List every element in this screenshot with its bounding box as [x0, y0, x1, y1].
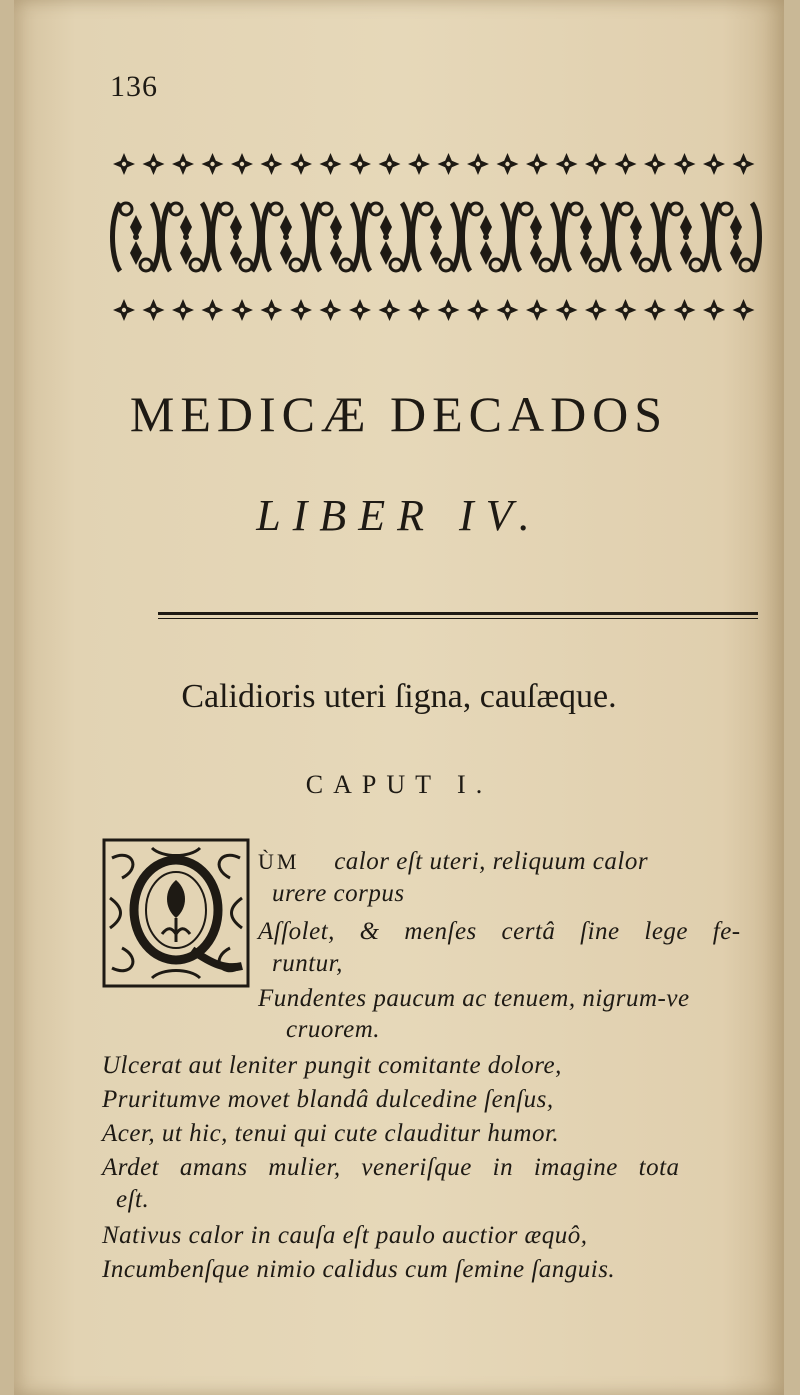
verse-line-7: Ulcerat aut leniter pungit comitante dolore, [102, 1052, 562, 1079]
ornament-motif [231, 153, 253, 175]
ornament-motif [261, 299, 283, 321]
book-title: MEDICÆ DECADOS [129, 386, 669, 442]
verse-line-10: Ardet amans mulier, veneriſque in imagine tota [102, 1154, 680, 1181]
ornament-motif [438, 299, 460, 321]
ornament-motif [363, 203, 410, 271]
page-number: 136 [110, 70, 158, 103]
ornament-motif [497, 153, 519, 175]
ornament-motif [467, 299, 489, 321]
ornament-motif [290, 299, 312, 321]
book-page [2, 0, 784, 1395]
verse-line-1-text: calor eſt uteri, reliquum calor [334, 848, 649, 875]
ornament-motif [349, 153, 371, 175]
ornament-motif [674, 153, 696, 175]
ornament-motif [467, 153, 489, 175]
chapter-title: Calidioris uteri ſigna, cauſæque. [181, 678, 617, 715]
ornament-motif [349, 299, 371, 321]
ornament-motif [585, 153, 607, 175]
ornament-motif [202, 153, 224, 175]
ornament-motif [438, 153, 460, 175]
ornament-motif [143, 153, 165, 175]
ornament-motif [613, 203, 660, 271]
ornament-motif [172, 153, 194, 175]
ornament-motif [408, 153, 430, 175]
ornamental-headpiece [110, 142, 762, 332]
ornament-motif [313, 203, 360, 271]
ornament-motif [644, 153, 666, 175]
ornament-motif [513, 203, 560, 271]
ornament-motif [413, 203, 460, 271]
verse-line-1 [258, 848, 648, 876]
verse-line-13: Incumbenſque nimio calidus cum ſemine ſanguis. [102, 1256, 616, 1283]
ornament-motif [674, 299, 696, 321]
ornament-motif [320, 299, 342, 321]
ornament-motif [526, 299, 548, 321]
ornament-motif [163, 203, 210, 271]
ornament-motif [463, 203, 510, 271]
ornament-motif [263, 203, 310, 271]
ornament-motif [143, 299, 165, 321]
verse-line-6: cruorem. [286, 1016, 381, 1043]
verse-line-8: Pruritumve movet blandâ dulcedine ſenſus, [102, 1086, 554, 1113]
verse-line-3: Aſſolet, & menſes certâ ſine lege fe- [258, 918, 741, 945]
chapter-label: CAPUT I. [305, 770, 493, 799]
horizontal-rule [158, 612, 758, 615]
ornament-motif [556, 299, 578, 321]
ornament-motif [556, 153, 578, 175]
ornament-motif [231, 299, 253, 321]
ornament-motif [713, 203, 760, 271]
ornament-motif [615, 153, 637, 175]
ornament-motif [563, 203, 610, 271]
ornament-motif [379, 299, 401, 321]
book-subtitle: LIBER IV. [256, 491, 542, 540]
ornament-motif [172, 299, 194, 321]
ornament-motif [703, 299, 725, 321]
verse-line-2: urere corpus [272, 880, 405, 907]
verse-line-11: eſt. [116, 1186, 150, 1213]
ornament-motif [408, 299, 430, 321]
ornament-motif [585, 299, 607, 321]
ornament-motif [733, 299, 755, 321]
ornament-motif [113, 153, 135, 175]
ornament-motif [261, 153, 283, 175]
ornament-motif [202, 299, 224, 321]
ornament-motif [733, 153, 755, 175]
verse-line-4: runtur, [272, 950, 343, 977]
ornament-motif [113, 203, 160, 271]
ornament-motif [703, 153, 725, 175]
ornament-motif [615, 299, 637, 321]
ornament-motif [213, 203, 260, 271]
ornament-motif [290, 153, 312, 175]
verse-line-12: Nativus calor in cauſa eſt paulo auctior æquô, [102, 1222, 588, 1249]
verse-line-5: Fundentes paucum ac tenuem, nigrum-ve [258, 985, 690, 1012]
ornament-motif [320, 153, 342, 175]
ornament-motif [497, 299, 519, 321]
ornament-motif [663, 203, 710, 271]
verse-line-1-opening: ÙM [258, 849, 300, 874]
ornament-motif [113, 299, 135, 321]
initial-letter: Q [2, 738, 3, 739]
ornament-motif [644, 299, 666, 321]
ornament-motif [526, 153, 548, 175]
verse-line-9: Acer, ut hic, tenui qui cute clauditur humor. [102, 1120, 560, 1147]
ornament-motif [379, 153, 401, 175]
decorated-initial-q [2, 738, 250, 988]
